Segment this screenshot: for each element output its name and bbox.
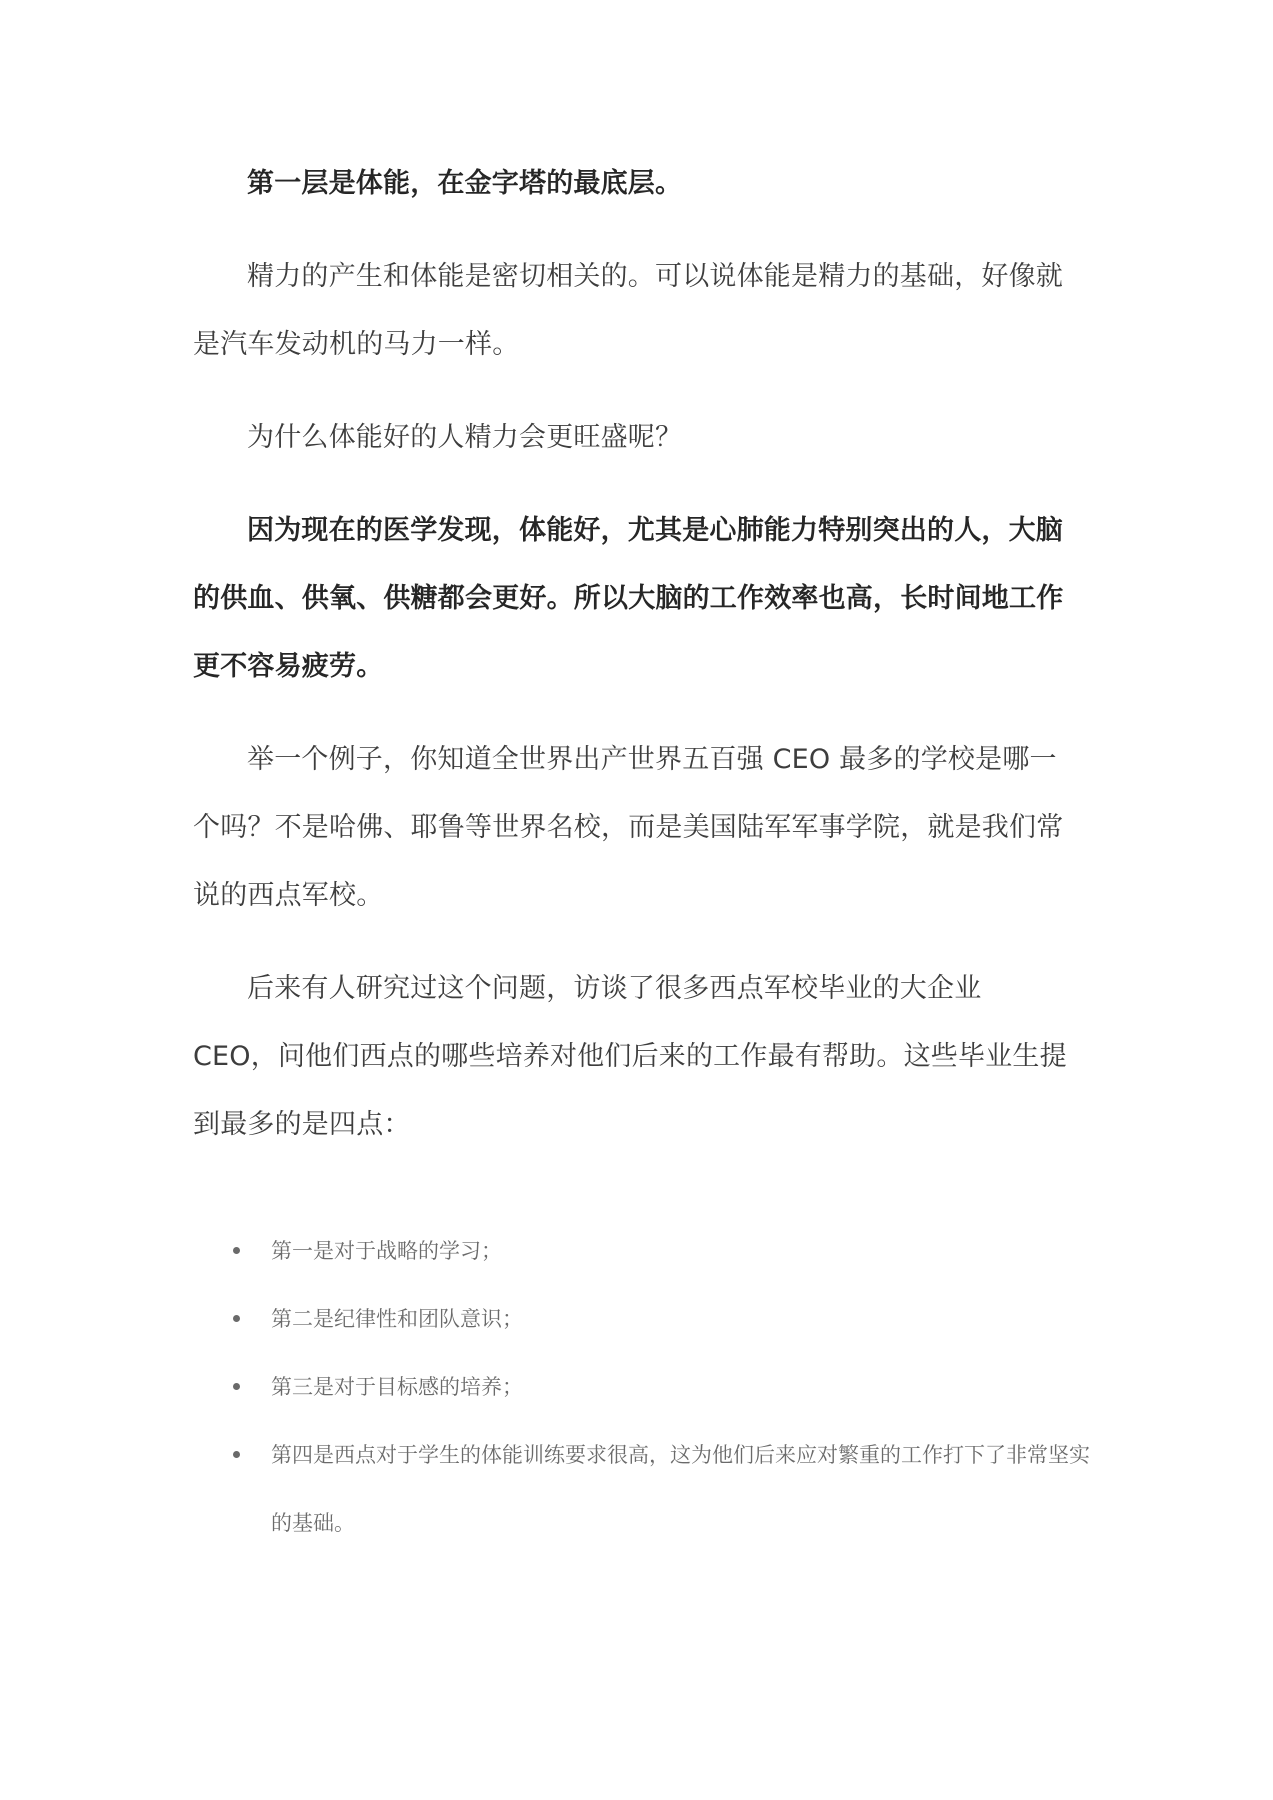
list-item <box>193 1421 1101 1557</box>
list-item <box>193 1353 1101 1421</box>
list-item-text: 第四是西点对于学生的体能训练要求很高，这为他们后来应对繁重的工作打下了非常坚实的基础。 <box>271 1443 1090 1535</box>
list-item <box>193 1217 1101 1285</box>
paragraph-research: 后来有人研究过这个问题，访谈了很多西点军校毕业的大企业 CEO，问他们西点的哪些培养对他们后来的工作最有帮助。这些毕业生提到最多的是四点： <box>193 973 1067 1140</box>
document-body <box>193 150 1090 1557</box>
list-item-text: 第三是对于目标感的培养； <box>271 1375 523 1399</box>
bullet-dot-icon <box>233 1315 240 1322</box>
paragraph-westpoint-example: 举一个例子，你知道全世界出产世界五百强 CEO 最多的学校是哪一个吗？不是哈佛、耶鲁等世界名校，而是美国陆军军事学院，就是我们常说的西点军校。 <box>193 744 1064 911</box>
bullet-dot-icon <box>233 1451 240 1458</box>
paragraph-energy-physical: 精力的产生和体能是密切相关的。可以说体能是精力的基础，好像就是汽车发动机的马力一样。 <box>193 261 1063 360</box>
paragraph-medical-finding: 因为现在的医学发现，体能好，尤其是心肺能力特别突出的人，大脑的供血、供氧、供糖都会更好。所以大脑的工作效率也高，长时间地工作更不容易疲劳。 <box>193 515 1064 682</box>
bullet-list <box>193 1217 1090 1557</box>
list-item-text: 第二是纪律性和团队意识； <box>271 1307 523 1331</box>
paragraph-question: 为什么体能好的人精力会更旺盛呢？ <box>247 422 683 453</box>
list-item <box>193 1285 1101 1353</box>
list-item-text: 第一是对于战略的学习； <box>271 1239 502 1263</box>
bullet-dot-icon <box>233 1383 240 1390</box>
bullet-dot-icon <box>233 1247 240 1254</box>
paragraph-heading-physical: 第一层是体能，在金字塔的最底层。 <box>247 168 683 199</box>
